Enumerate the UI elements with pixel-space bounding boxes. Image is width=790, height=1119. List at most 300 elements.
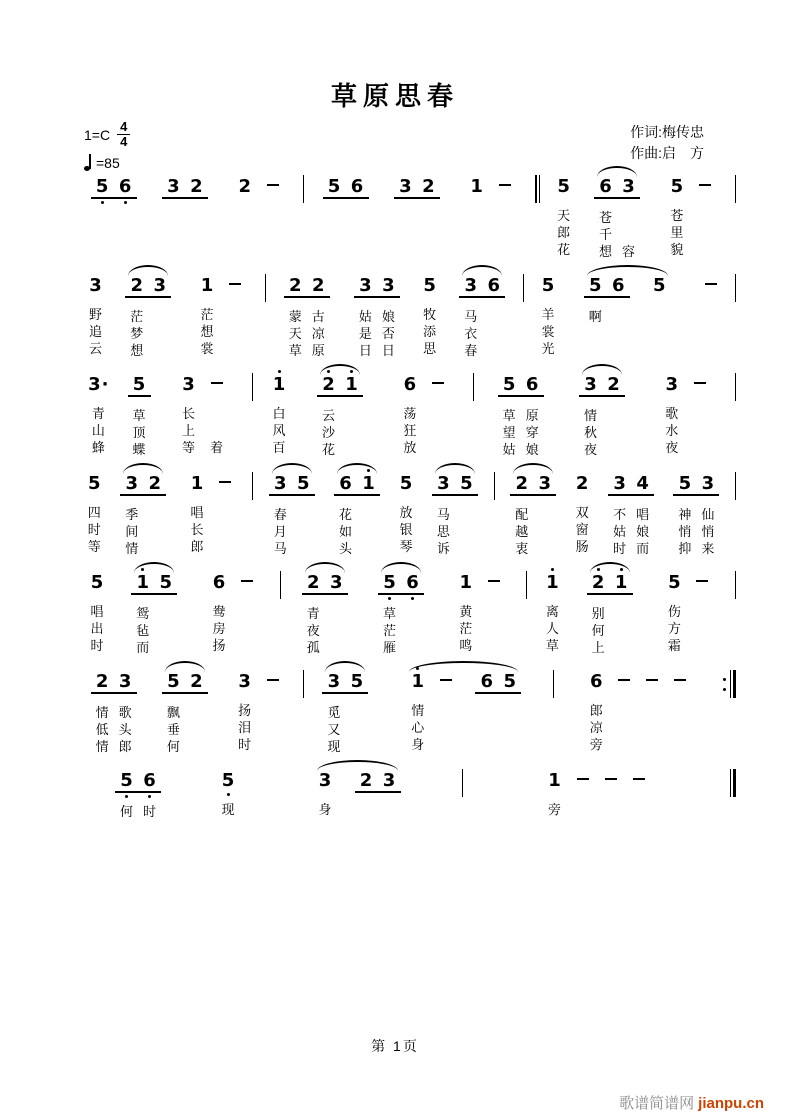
note-digit — [669, 672, 692, 692]
dash-extension — [214, 467, 237, 501]
note-digit: 5 — [90, 572, 104, 593]
note-digit: 5 — [115, 771, 138, 793]
lyric-char: 时 — [613, 541, 627, 556]
note — [608, 467, 631, 557]
note-digit: 5 — [399, 473, 413, 494]
lyric-char: 出 — [90, 621, 104, 636]
low-octave-dot-slot — [665, 197, 688, 204]
low-octave-dot-slot — [541, 593, 564, 600]
note — [334, 467, 357, 557]
lyric-column — [498, 407, 521, 458]
lyric-char: 肠 — [575, 539, 589, 554]
lyric-char: 原 — [311, 343, 325, 358]
note-group — [533, 566, 571, 654]
lyric-char: 姑 — [502, 442, 516, 457]
lyric-char: 百 — [272, 440, 286, 455]
low-octave-dot-slot — [602, 397, 625, 404]
note-digit: 1 — [272, 374, 286, 395]
high-octave-dot-slot — [261, 665, 284, 672]
lyric-char: 思 — [436, 524, 450, 539]
lyric-char: 青 — [91, 406, 105, 421]
dash-extension — [236, 566, 259, 600]
lyric-char — [617, 209, 640, 226]
lyric-char: 何 — [166, 739, 180, 754]
lyric-column — [617, 209, 640, 260]
slur — [462, 265, 502, 276]
lyric-char: 觅 — [327, 705, 341, 720]
barline — [735, 571, 736, 599]
note — [541, 566, 564, 654]
note-group — [259, 368, 300, 456]
low-octave-dot-slot — [162, 694, 185, 701]
low-octave-dot-slot — [552, 197, 575, 204]
low-octave-dot-slot — [401, 595, 424, 602]
low-octave-dot-slot — [114, 199, 137, 206]
lyric-char: 情 — [583, 408, 597, 423]
note — [114, 665, 137, 755]
note-digit: 1 — [190, 473, 204, 494]
slur — [325, 661, 365, 672]
low-octave-dot-slot — [355, 793, 378, 800]
note-digit: 5 — [455, 474, 478, 496]
lyric-column — [631, 506, 654, 557]
lyric-column — [162, 704, 185, 755]
slur — [272, 463, 312, 474]
note-group — [176, 467, 246, 555]
note-digit: 1 — [340, 375, 363, 397]
note-digit: 2 — [302, 573, 325, 595]
note-digit — [688, 375, 711, 395]
lyric-char: 人 — [545, 621, 559, 636]
note — [696, 467, 719, 557]
lyric-char: 别 — [591, 606, 605, 621]
barline — [735, 274, 736, 302]
low-octave-dot-slot — [307, 298, 330, 305]
note-digit: 5 — [668, 572, 681, 593]
note-digit: 1 — [470, 176, 483, 197]
note-digit — [613, 672, 636, 692]
note — [377, 269, 400, 359]
lyric-char: 苍 — [599, 210, 613, 225]
lyric-column — [454, 603, 477, 654]
note-digit: 1 — [411, 671, 425, 692]
note-group — [310, 665, 381, 755]
lyric-char: 时 — [87, 522, 101, 537]
lyric-column — [398, 405, 421, 456]
lyric-char: 花 — [321, 442, 335, 457]
lyric-char: 郎 — [589, 703, 603, 718]
low-octave-dot — [124, 201, 127, 204]
note — [177, 368, 200, 456]
low-octave-dot-slot — [357, 496, 380, 503]
low-octave-dot-slot — [417, 199, 440, 206]
lyric-char: 云 — [321, 408, 335, 423]
note — [162, 665, 185, 755]
lyric-column — [673, 506, 696, 557]
lyric-column — [125, 308, 148, 359]
lyric-char: 而 — [636, 541, 650, 556]
note-group — [149, 665, 220, 755]
note-digit: 5 — [673, 474, 696, 496]
note-digit: 6 — [594, 177, 617, 199]
lyric-char: 穿 — [525, 425, 539, 440]
low-octave-dot-slot — [406, 692, 429, 699]
lyric-column — [195, 306, 218, 357]
lyric-column — [138, 803, 161, 820]
note — [459, 269, 482, 359]
dash-extension — [700, 269, 723, 303]
low-octave-dot — [101, 201, 104, 204]
note-digit: 1 — [131, 573, 154, 595]
watermark-site-name: 歌谱简谱网 — [619, 1095, 695, 1112]
lyric-char: 时 — [238, 737, 252, 752]
note-digit: 5 — [652, 275, 666, 296]
lyric-char: 马 — [273, 541, 287, 556]
barline — [303, 670, 304, 698]
lyric-column — [317, 407, 340, 458]
high-octave-dot-slot — [493, 170, 516, 177]
low-octave-dot-slot — [587, 595, 610, 602]
low-octave-dot-slot — [325, 595, 348, 602]
note-digit: 4 — [631, 474, 654, 496]
low-octave-dot — [227, 793, 230, 796]
lyric-char: 夜 — [583, 442, 597, 457]
lyric-char: 草 — [545, 638, 559, 653]
lyric-char: 旁 — [547, 802, 561, 817]
note-digit: 5 — [91, 177, 114, 199]
note-digit — [214, 474, 237, 494]
note-group — [561, 368, 642, 458]
slur — [128, 265, 168, 276]
note-digit: 2 — [317, 375, 340, 397]
note-group — [183, 269, 258, 357]
lyric-char: 月 — [273, 524, 287, 539]
note-digit: 1 — [610, 573, 633, 595]
low-octave-dot-slot — [233, 197, 256, 204]
lyric-char: 顶 — [132, 425, 146, 440]
note-group — [258, 764, 456, 818]
lyric-char: 间 — [125, 524, 139, 539]
note — [185, 170, 208, 206]
low-octave-dot-slot — [510, 496, 533, 503]
note — [162, 170, 185, 206]
lyric-column — [208, 603, 231, 654]
lyric-column — [120, 506, 143, 557]
note-digit: 6 — [475, 672, 498, 694]
note-group — [78, 764, 198, 820]
low-octave-dot-slot — [114, 694, 137, 701]
note-digit: 6 — [114, 177, 137, 199]
slur — [409, 661, 518, 672]
low-octave-dot-slot — [454, 593, 477, 600]
lyric-column — [233, 702, 256, 753]
lyric-column — [205, 405, 228, 456]
lyric-column — [334, 506, 357, 557]
low-octave-dot-slot — [398, 395, 421, 402]
low-octave-dot-slot — [608, 496, 631, 503]
lyric-column — [406, 702, 429, 753]
lyric-column — [314, 801, 337, 818]
lyric-char: 衣 — [464, 326, 478, 341]
low-octave-dot-slot — [627, 791, 650, 798]
lyric-char: 旁 — [589, 737, 603, 752]
lyric-char: 千 — [599, 227, 613, 242]
lyric-char: 银 — [399, 522, 413, 537]
note — [406, 665, 429, 753]
low-octave-dot-slot — [607, 298, 630, 305]
lyric-column — [114, 704, 137, 755]
note-group — [689, 269, 729, 303]
note-digit: 3 — [377, 276, 400, 298]
note — [120, 467, 143, 557]
lyric-char: 飘 — [166, 705, 180, 720]
low-octave-dot-slot — [268, 395, 291, 402]
lyric-char: 白 — [272, 406, 286, 421]
note-digit: 3 — [269, 474, 292, 496]
note-digit: 5 — [128, 375, 151, 397]
note-digit — [223, 276, 246, 296]
note — [307, 269, 330, 359]
high-octave-dot-slot — [223, 269, 246, 276]
note — [125, 269, 148, 359]
lyric-column — [91, 704, 114, 755]
low-octave-dot-slot — [475, 694, 498, 701]
note-group — [566, 269, 689, 325]
lyric-char: 日 — [381, 343, 395, 358]
slur — [582, 364, 622, 375]
note-group — [310, 170, 381, 206]
low-octave-dot-slot — [455, 496, 478, 503]
note-group — [381, 665, 547, 753]
note — [317, 368, 340, 458]
note-digit: 6 — [482, 276, 505, 298]
lyric-char: 思 — [423, 341, 437, 356]
lyric-char: 否 — [381, 326, 395, 341]
score-line — [78, 764, 742, 852]
note — [510, 467, 533, 557]
note-digit: 5 — [292, 474, 315, 496]
low-octave-dot-slot — [395, 494, 418, 501]
lyric-char: 悄 — [701, 524, 715, 539]
note — [354, 269, 377, 359]
lyric-column — [83, 504, 106, 555]
note — [432, 467, 455, 557]
lyric-column — [585, 702, 608, 753]
note-digit: 6 — [138, 771, 161, 793]
dash-extension — [627, 764, 650, 798]
note-group — [221, 170, 297, 204]
low-octave-dot-slot — [693, 197, 716, 204]
lyric-column — [663, 603, 686, 654]
low-octave-dot-slot — [86, 593, 109, 600]
low-octave-dot-slot — [345, 694, 368, 701]
low-octave-dot-slot — [691, 593, 714, 600]
lyric-char: 黄 — [459, 604, 473, 619]
note-digit: 5 — [498, 672, 521, 694]
note-digit: 3 — [579, 375, 602, 397]
note-digit: 2 — [575, 473, 589, 494]
note-digit — [571, 771, 594, 791]
note-group — [78, 467, 111, 555]
note-group — [324, 467, 389, 557]
high-octave-dot-slot — [426, 368, 449, 375]
note-group — [560, 665, 718, 753]
note-digit: 1 — [546, 572, 559, 593]
low-octave-dot — [148, 795, 151, 798]
lyric-char: 垂 — [166, 722, 180, 737]
note-digit: 3 — [318, 770, 332, 791]
note — [302, 566, 325, 656]
note — [114, 170, 137, 206]
lyric-column — [696, 506, 719, 557]
note — [233, 665, 256, 753]
note-digit: 3 — [665, 374, 679, 395]
lyric-column — [395, 504, 418, 555]
time-signature: 4 4 — [117, 120, 130, 149]
lyric-char: 春 — [464, 343, 478, 358]
note-group — [299, 368, 380, 458]
slur — [134, 562, 174, 573]
note — [186, 467, 209, 555]
low-octave-dot-slot — [378, 793, 401, 800]
barline — [735, 472, 736, 500]
note-group — [648, 566, 729, 654]
note — [131, 566, 154, 656]
low-octave-dot-slot — [83, 494, 106, 501]
lyric-char: 身 — [411, 737, 425, 752]
lyric-char: 心 — [411, 720, 425, 735]
dash-extension — [426, 368, 449, 402]
lyric-char — [205, 405, 228, 422]
low-octave-dot-slot — [233, 692, 256, 699]
lyric-char: 季 — [125, 507, 139, 522]
lyric-char: 狂 — [403, 423, 417, 438]
composer: 作曲:启 方 — [630, 145, 704, 161]
low-octave-dot-slot — [459, 298, 482, 305]
note-digit: 2 — [602, 375, 625, 397]
lyric-char: 古 — [311, 309, 325, 324]
note-digit: 1 — [357, 474, 380, 496]
note — [665, 170, 688, 258]
high-octave-dot-slot — [691, 566, 714, 573]
note-digit: 3 — [120, 474, 143, 496]
note-group — [221, 665, 297, 753]
note-digit: 5 — [584, 276, 607, 298]
barline — [280, 571, 281, 599]
note — [284, 269, 307, 359]
lyric-column — [86, 603, 109, 654]
note-group — [381, 170, 452, 206]
lyric-char: 花 — [557, 242, 571, 257]
lyric-column — [377, 308, 400, 359]
lyric-char: 裳 — [541, 324, 555, 339]
note-digit: 3 — [394, 177, 417, 199]
lyric-column — [594, 209, 617, 260]
slur — [320, 364, 360, 375]
low-octave-dot-slot — [585, 692, 608, 699]
low-octave-dot-slot — [498, 397, 521, 404]
dash-extension — [613, 665, 636, 699]
note-digit: 3 — [608, 474, 631, 496]
low-octave-dot-slot — [195, 296, 218, 303]
lyric-char: 日 — [358, 343, 372, 358]
score-line — [78, 566, 742, 656]
low-octave-dot-slot — [426, 395, 449, 402]
lyric-char: 歌 — [118, 705, 132, 720]
slur — [165, 661, 205, 672]
note-digit — [261, 177, 284, 197]
lyric-char: 唱 — [90, 604, 104, 619]
note-digit — [599, 771, 622, 791]
score-line — [78, 665, 742, 755]
note — [594, 170, 617, 260]
lyric-char: 琴 — [399, 539, 413, 554]
note — [521, 368, 544, 458]
note-digit — [627, 771, 650, 791]
lyric-char: 草 — [502, 408, 516, 423]
high-octave-dot-slot — [482, 566, 505, 573]
dash-extension — [571, 764, 594, 798]
dash-extension — [691, 566, 714, 600]
lyric-char: 方 — [667, 621, 681, 636]
barline — [494, 472, 495, 500]
lyric-char: 诉 — [436, 541, 450, 556]
lyric-char: 悄 — [678, 524, 692, 539]
low-octave-dot-slot — [292, 496, 315, 503]
high-octave-dot — [278, 370, 281, 373]
note — [398, 368, 421, 456]
note-digit: 2 — [284, 276, 307, 298]
note — [86, 566, 109, 654]
low-octave-dot-slot — [91, 694, 114, 701]
low-octave-dot-slot — [261, 692, 284, 699]
low-octave-dot-slot — [688, 395, 711, 402]
slur — [337, 463, 377, 474]
note-digit — [426, 375, 449, 395]
note — [585, 665, 608, 753]
low-octave-dot-slot — [700, 296, 723, 303]
low-octave-dot-slot — [162, 199, 185, 206]
lyric-column — [432, 506, 455, 557]
lyric-char: 风 — [272, 423, 286, 438]
note-digit: 3 — [182, 374, 195, 395]
low-octave-dot-slot — [185, 199, 208, 206]
low-octave-dot-slot — [323, 199, 346, 206]
note — [673, 467, 696, 557]
low-octave-dot-slot — [223, 296, 246, 303]
note — [346, 170, 369, 206]
lyric-char: 等 — [181, 440, 195, 455]
low-octave-dot-slot — [269, 496, 292, 503]
repeat-dots — [723, 670, 726, 698]
low-octave-dot-slot — [648, 296, 671, 303]
note-group — [192, 566, 273, 654]
low-octave-dot-slot — [208, 593, 231, 600]
note-group — [113, 269, 183, 359]
lyric-char: 娘 — [636, 524, 650, 539]
lyric-char: 着 — [209, 440, 223, 455]
lyric-char: 唱 — [636, 507, 650, 522]
note — [323, 170, 346, 206]
low-octave-dot-slot — [377, 298, 400, 305]
note-digit: 5 — [557, 176, 570, 197]
high-octave-dot-slot — [205, 368, 228, 375]
lyric-char: 毡 — [136, 623, 150, 638]
lyric-char: 是 — [358, 326, 372, 341]
lyric-char: 放 — [399, 505, 413, 520]
lyric-char: 娘 — [381, 309, 395, 324]
lyric-column — [571, 504, 594, 555]
